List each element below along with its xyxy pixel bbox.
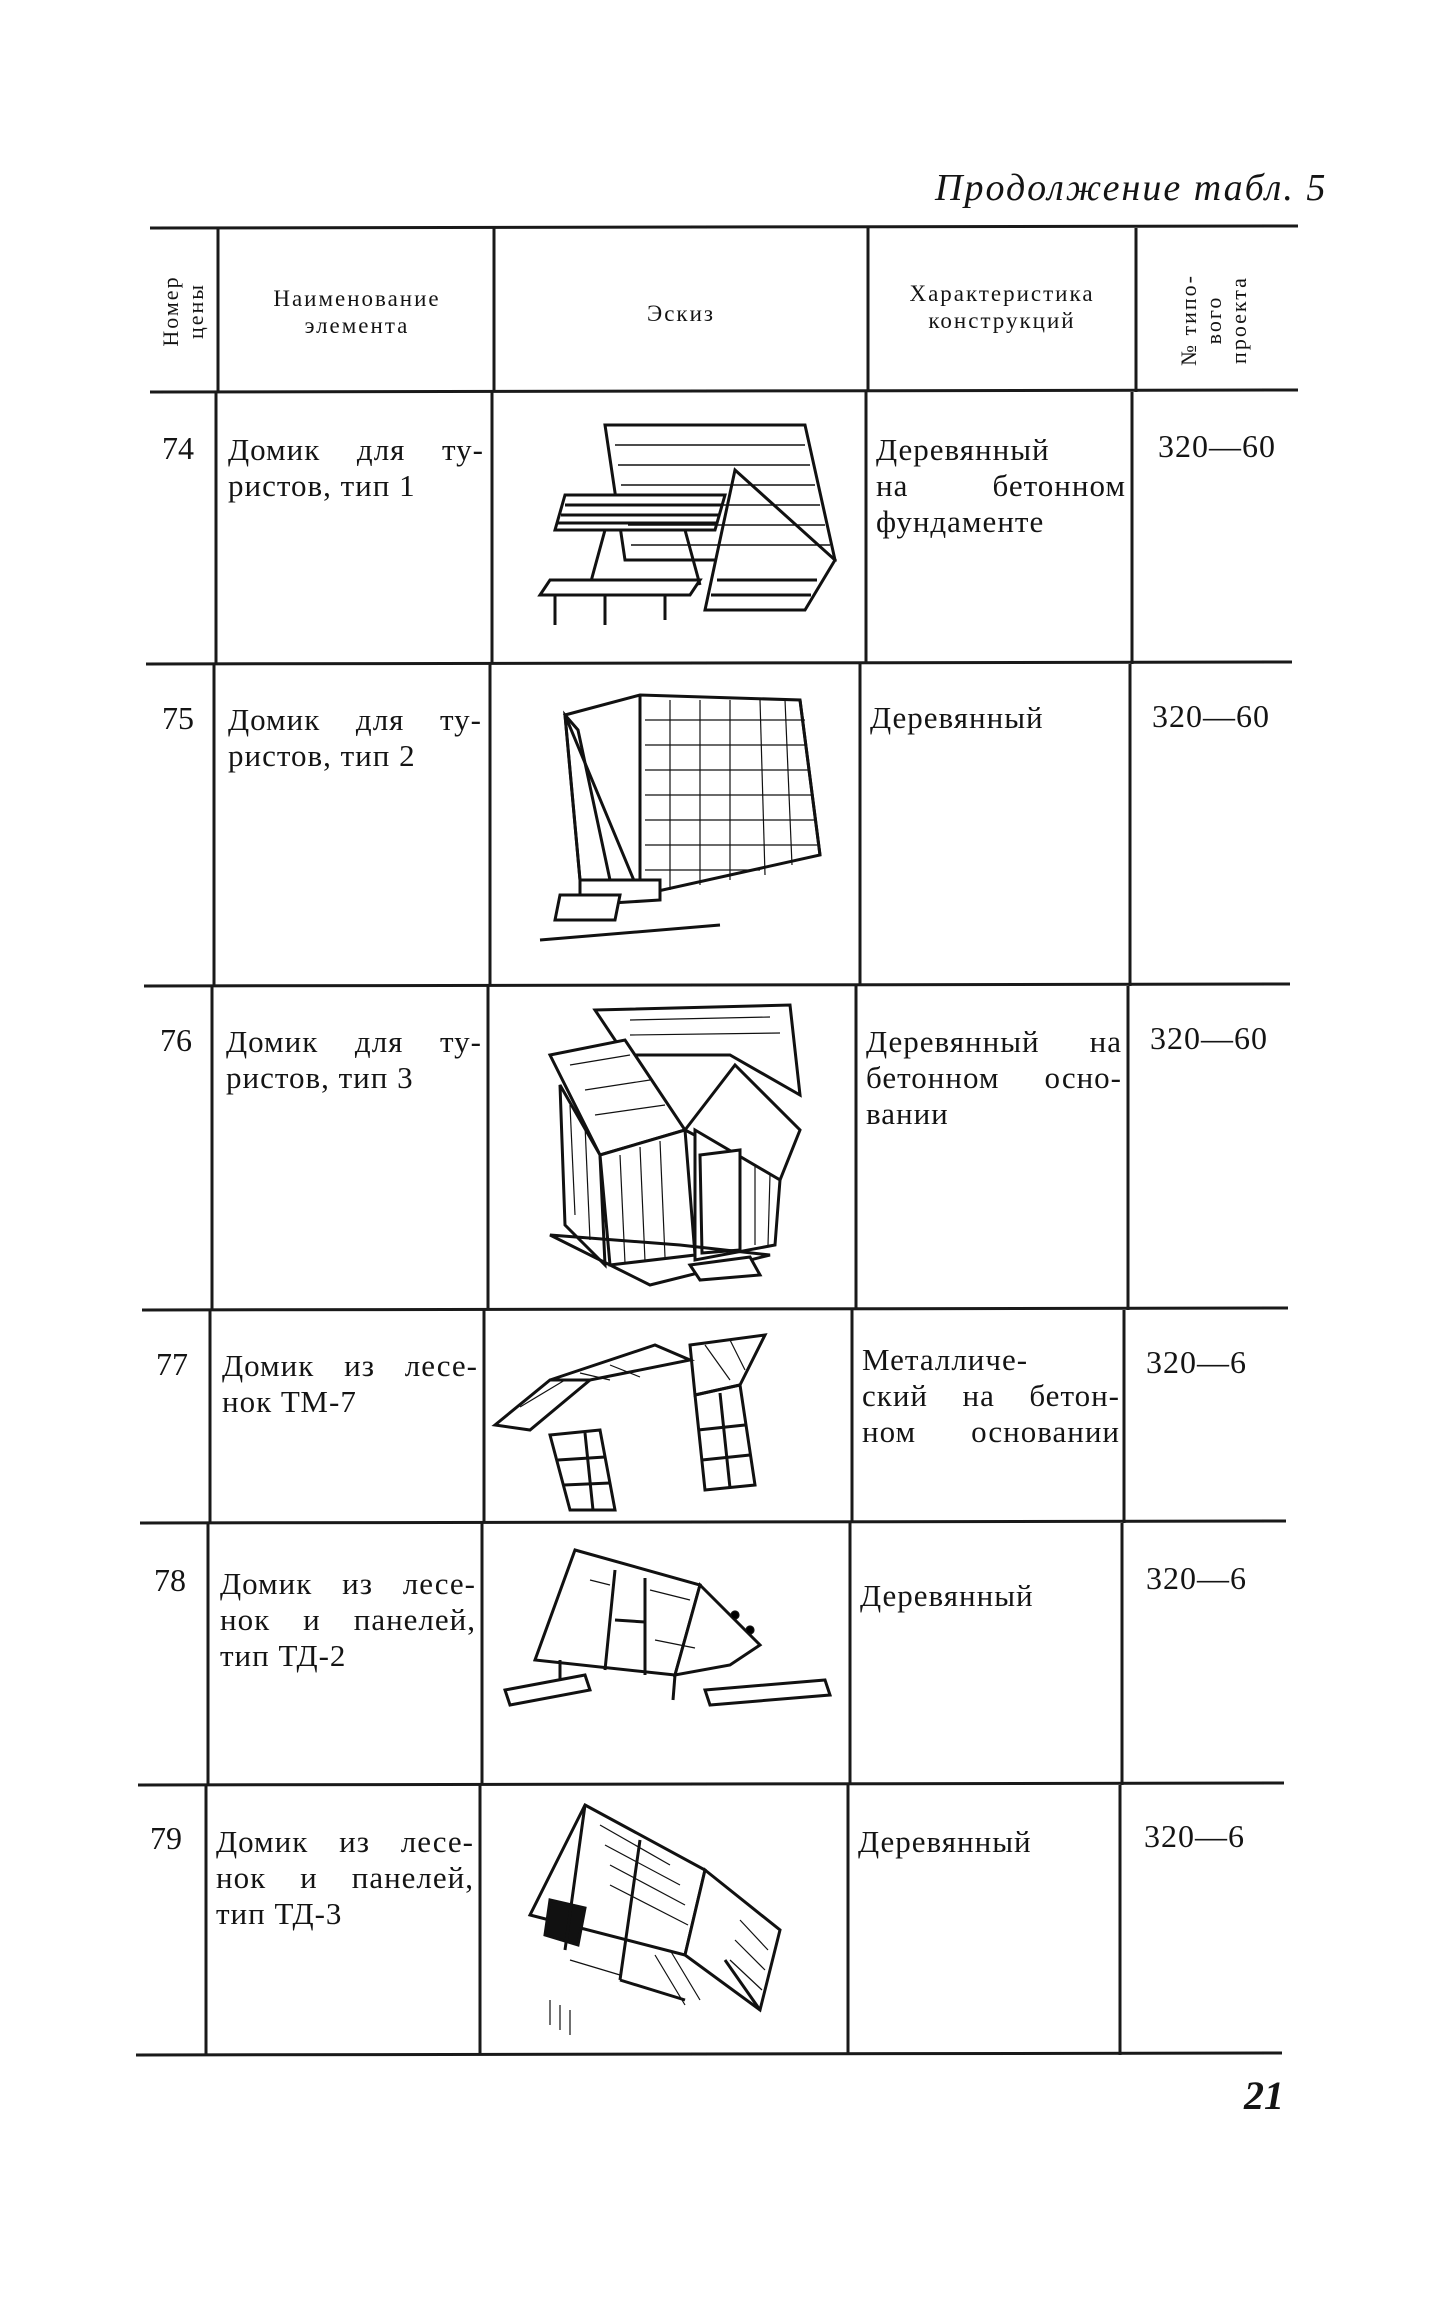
element-name: Домик из лесе- нок ТМ-7	[222, 1348, 478, 1419]
sketch-cabin-type-1	[505, 410, 855, 640]
sketch-cabin-td2	[495, 1540, 845, 1770]
row-number: 79	[150, 1820, 182, 1856]
construction-characteristics: Деревянный на бетонном осно- вании	[866, 1024, 1122, 1131]
project-number: 320—6	[1146, 1560, 1247, 1596]
row-number: 76	[160, 1022, 192, 1058]
construction-characteristics: Деревянный на бетонном фундаменте	[876, 432, 1126, 539]
project-number: 320—60	[1152, 698, 1270, 734]
page-number: 21	[1244, 2073, 1284, 2118]
element-name: Домик для ту- ристов, тип 2	[228, 702, 482, 773]
project-number: 320—6	[1144, 1818, 1245, 1854]
row-number: 74	[162, 430, 194, 466]
sketch-cabin-type-3	[530, 995, 850, 1295]
element-name: Домик для ту- ристов, тип 1	[228, 432, 484, 503]
construction-characteristics: Деревянный	[870, 700, 1044, 735]
header-project-number: № типо- вого проекта	[1176, 274, 1251, 366]
element-name: Домик из лесе- нок и панелей, тип ТД-2	[220, 1566, 476, 1673]
sketch-cabin-td3	[510, 1800, 830, 2040]
table-caption: Продолжение табл. 5	[935, 167, 1328, 209]
header-element-name: Наименование элемента	[273, 286, 441, 338]
construction-characteristics: Деревянный	[858, 1824, 1032, 1859]
project-number: 320—60	[1150, 1020, 1268, 1056]
element-name: Домик для ту- ристов, тип 3	[226, 1024, 482, 1095]
header-sketch: Эскиз	[647, 301, 715, 326]
sketch-cabin-type-2	[520, 690, 850, 960]
construction-characteristics: Металличе- ский на бетон- ном основании	[862, 1342, 1120, 1449]
header-price-number: Номер цены	[158, 275, 208, 347]
project-number: 320—6	[1146, 1344, 1247, 1380]
row-number: 78	[154, 1562, 186, 1598]
construction-characteristics: Деревянный	[860, 1578, 1034, 1613]
header-characteristics: Характеристика конструкций	[909, 281, 1095, 333]
row-number: 77	[156, 1346, 188, 1382]
element-name: Домик из лесе- нок и панелей, тип ТД-3	[216, 1824, 474, 1931]
row-number: 75	[162, 700, 194, 736]
project-number: 320—60	[1158, 428, 1276, 464]
sketch-cabin-tm7	[490, 1325, 840, 1515]
